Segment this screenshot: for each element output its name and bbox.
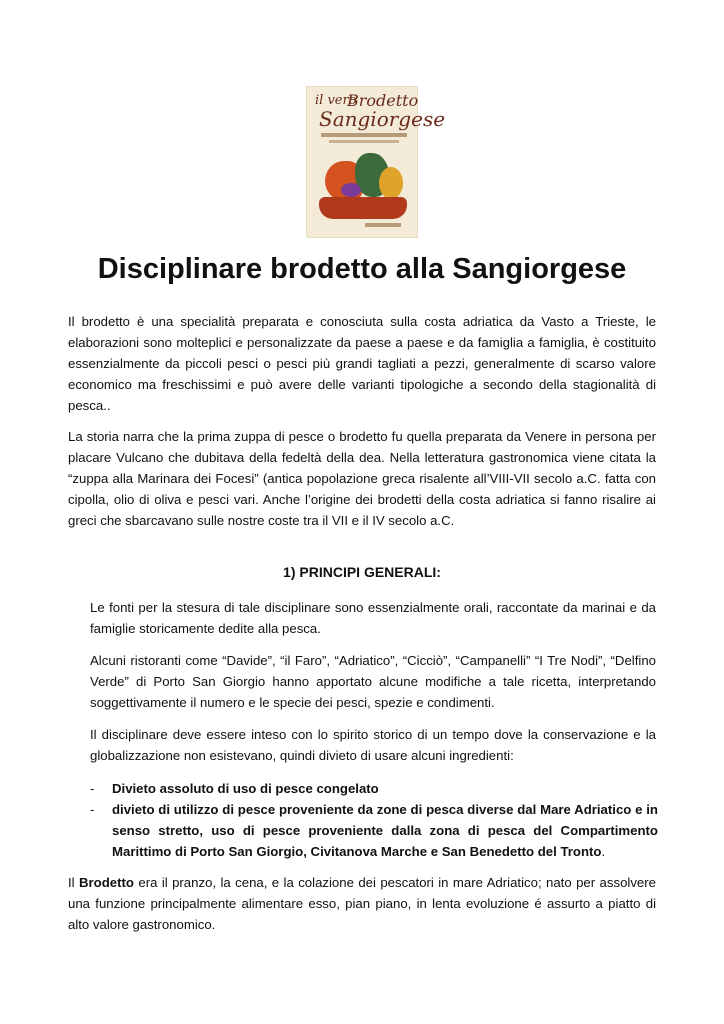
logo-line3: Sangiorgese xyxy=(319,107,446,131)
bullet-text: divieto di utilizzo di pesce proveniente da zone di pesca diverse dal Mare Adriatico e in senso stretto, uso di pesce proveniente dalla zona di pesca del Compartimento Marittimo di Porto San Giorgio, Civitanova Marche e San Benedetto del Tronto xyxy=(112,802,658,859)
logo-garnish-illustration xyxy=(341,183,361,197)
logo-line1: il vero xyxy=(315,93,357,108)
logo-tray-illustration xyxy=(319,197,407,219)
bullet-item xyxy=(90,778,660,799)
section-paragraph-1: Le fonti per la stesura di tale disciplinare sono essenzialmente orali, raccontate da marinai e da famiglie storicamente dedite alla pesca. xyxy=(90,600,656,636)
section-paragraph-3: Il disciplinare deve essere inteso con lo spirito storico di un tempo dove la conservazione e la globalizzazione non esistevano, quindi divieto di usare alcuni ingredienti: xyxy=(90,727,656,763)
bullet-text-wrapper xyxy=(112,799,658,862)
logo-seafood-illustration xyxy=(379,167,403,199)
bullet-dash: - xyxy=(90,781,95,796)
bullet-text: Divieto assoluto di uso di pesce congelato xyxy=(112,781,379,796)
logo-subtitle-bar xyxy=(321,133,407,137)
bullet-dash: - xyxy=(90,802,95,817)
intro-paragraph-1: Il brodetto è una specialità preparata e conosciuta sulla costa adriatica da Vasto a Trieste, le elaborazioni sono molteplici e personalizzate da paese a paese e da famiglia a famiglia, è costituito essenzialmente da piccoli pesci o pesci più grandi tagliati a pezzi, generalmente di scarso valore economico ma freschissimi e può avere delle varianti tipologiche a secondo della stagionalità di pesca.. xyxy=(68,314,656,413)
logo-line2: Brodetto xyxy=(347,91,419,110)
page-title: Disciplinare brodetto alla Sangiorgese xyxy=(97,253,627,285)
logo-subtitle-bar-2 xyxy=(329,140,399,143)
closing-paragraph xyxy=(68,872,656,935)
intro-paragraph-2: La storia narra che la prima zuppa di pesce o brodetto fu quella preparata da Venere in persona per placare Vulcano che dubitava della fedeltà della dea. Nella letteratura gastronomica viene citata la “zuppa alla Marinara dei Focesi” (antica popolazione greca risalente all’VIII-VII secolo a.C. fatta con cipolla, olio di oliva e pesci vari. Anche l’origine dei brodetti della costa adriatica si fanno risalire ai greci che sbarcavano sulle nostre coste tra il VII e il IV secolo a.C. xyxy=(68,429,656,528)
bullet-end-period: . xyxy=(601,844,606,859)
closing-bold-term: Brodetto xyxy=(79,875,134,890)
closing-post: era il pranzo, la cena, e la colazione dei pescatori in mare Adriatico; nato per assolvere una funzione principalmente alimentare esso, pian piano, in lenta evoluzione é assurto a piatto di alto valore gastronomico. xyxy=(68,875,656,932)
section-heading: 1) PRINCIPI GENERALI: xyxy=(283,564,441,580)
logo-caption-bar xyxy=(365,223,401,227)
bullet-item xyxy=(90,799,660,862)
section-paragraph-2: Alcuni ristoranti come “Davide”, “il Faro”, “Adriatico”, “Cicciò”, “Campanelli” “I Tre Nodi”, “Delfino Verde” di Porto San Giorgio hanno apportato alcune modifiche a tale ricetta, interpretando soggettivamente il numero e le specie dei pesci, spezie e condimenti. xyxy=(90,653,656,710)
brodetto-logo xyxy=(306,86,446,238)
closing-pre: Il xyxy=(68,875,79,890)
